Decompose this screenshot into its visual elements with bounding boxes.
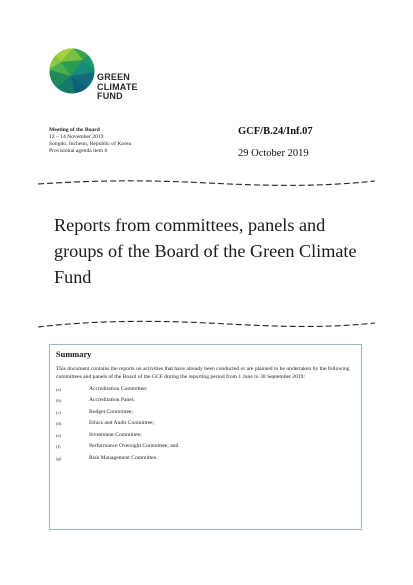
summary-box: [49, 344, 362, 530]
summary-list: [56, 386, 355, 462]
meeting-heading: Meeting of the Board: [49, 127, 100, 133]
meeting-info: [49, 127, 131, 155]
list-item: (f) Performance Oversight Committee; and: [56, 443, 179, 450]
document-date: 29 October 2019: [238, 148, 309, 159]
list-item: (e) Investment Committee;: [56, 431, 142, 438]
list-item: (d) Ethics and Audit Committee;: [56, 420, 155, 427]
gcf-logo: [49, 48, 149, 110]
list-item: (g) Risk Management Committee.: [56, 454, 158, 461]
list-item: (c) Budget Committee;: [56, 408, 133, 415]
meeting-location: Songdo, Incheon, Republic of Korea: [49, 141, 132, 147]
wave-divider-top: [38, 177, 375, 189]
page-title: Reports from committees, panels and groups of the Board of the Green Climate Fund: [54, 215, 357, 287]
document-id: GCF/B.24/Inf.07: [238, 126, 313, 137]
globe-logo-icon: [49, 48, 95, 94]
summary-heading: Summary: [56, 350, 92, 359]
meeting-agenda: Provisional agenda item 6: [49, 148, 108, 154]
list-item: (a) Accreditation Committee;: [56, 385, 148, 392]
list-item: (b) Accreditation Panel;: [56, 397, 135, 404]
summary-intro: This document contains the reports on activities that have already been conducted or are planned to be undertaken by the following committees and panels of the Board of the GCF during the reporting period from 1 June to 30 September 2019:: [56, 366, 350, 380]
meeting-dates: 12 – 14 November 2019: [49, 134, 104, 140]
wave-divider-bottom: [38, 318, 375, 330]
logo-wordmark: GREEN CLIMATE FUND: [97, 72, 138, 101]
